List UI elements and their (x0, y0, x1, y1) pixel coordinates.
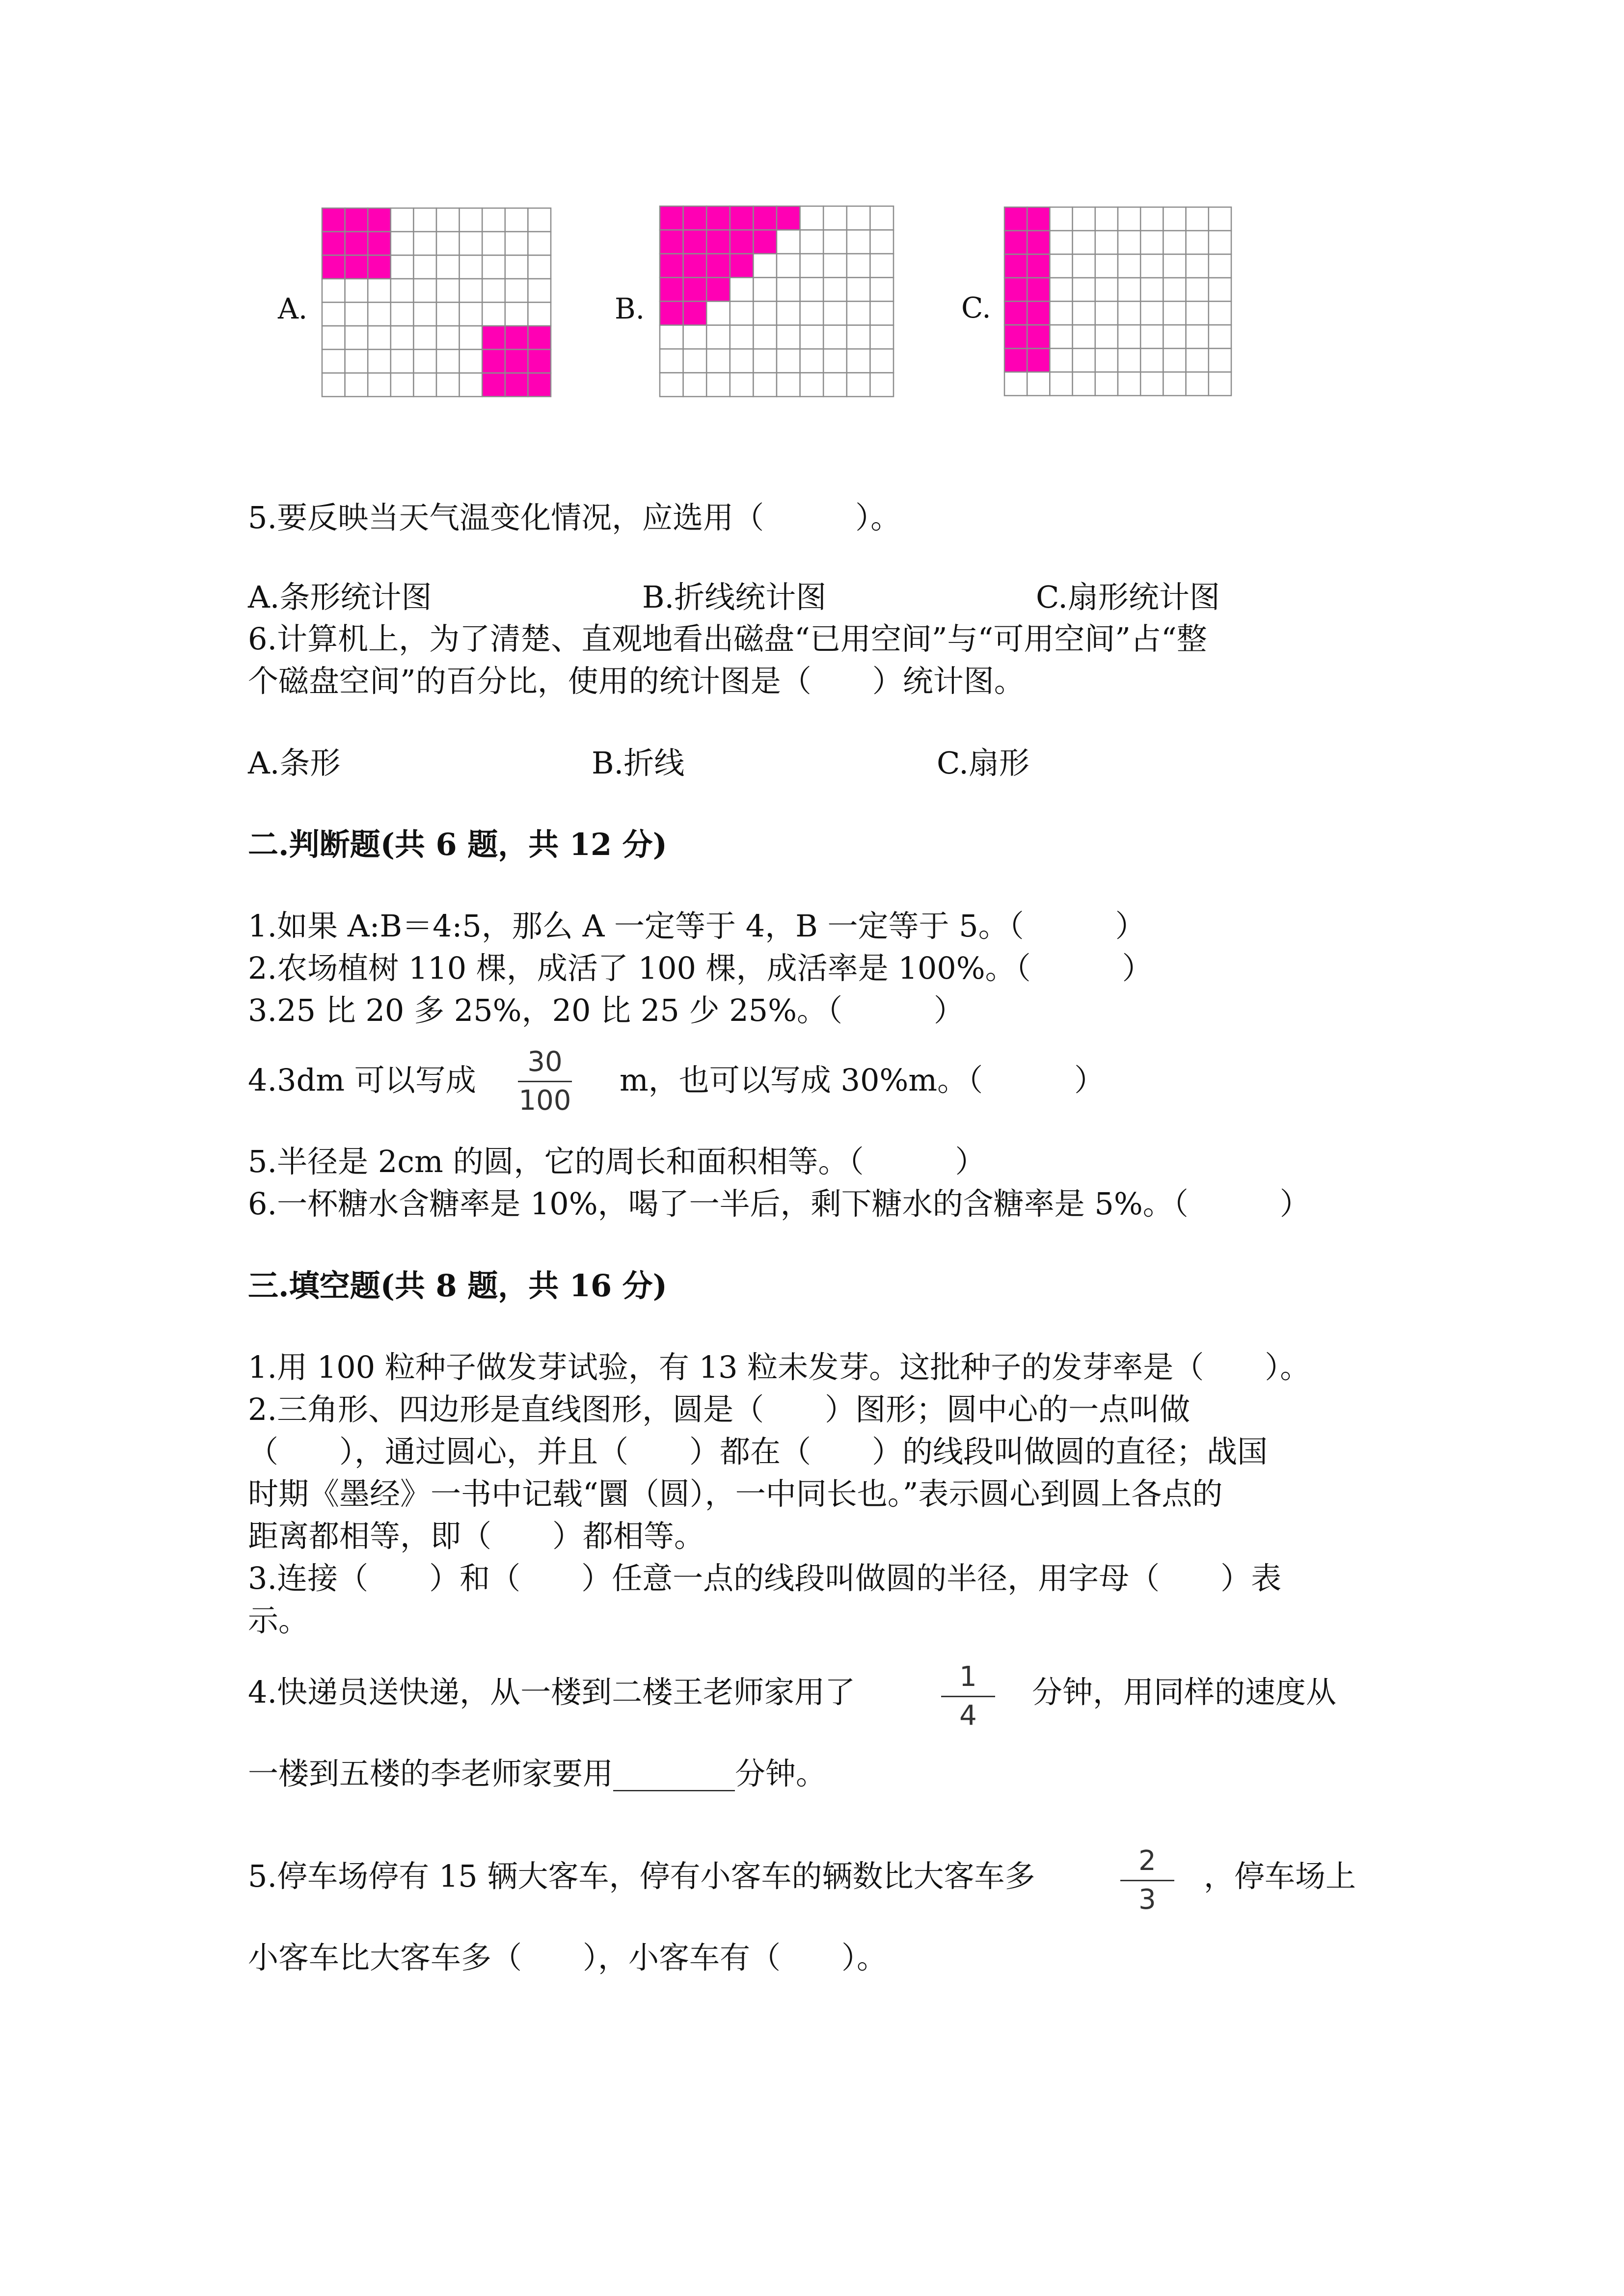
question-6-line-2: 个磁盘空间”的百分比，使用的统计图是（ ）统计图。 (248, 663, 1025, 699)
grid-cell (1209, 301, 1231, 325)
grid-cell (870, 301, 893, 325)
grid-cell (1209, 348, 1231, 372)
grid-figure-c (1003, 206, 1232, 397)
grid-cell (505, 326, 528, 349)
grid-cell (391, 208, 414, 232)
grid-cell (1050, 325, 1072, 348)
fill-5-before: 5.停车场停有 15 辆大客车，停有小客车的辆数比大客车多 (248, 1858, 1035, 1894)
grid-cell (706, 349, 730, 373)
grid-cell (660, 206, 683, 230)
grid-cell (322, 255, 345, 279)
grid-cell (1050, 372, 1072, 396)
grid-cell (528, 208, 551, 232)
grid-cell (1004, 278, 1027, 301)
grid-cell (1209, 231, 1231, 254)
grid-cell (1118, 207, 1140, 231)
section-2-title: 二.判断题(共 6 题，共 12 分) (248, 827, 668, 862)
grid-cell (1163, 301, 1186, 325)
grid-cell (528, 349, 551, 373)
grid-cell (505, 232, 528, 255)
grid-cell (1095, 254, 1118, 278)
grid-cell (777, 206, 800, 230)
grid-cell (482, 208, 505, 232)
grid-cell (1186, 325, 1209, 348)
grid-cell (1027, 278, 1050, 301)
grid-cell (345, 208, 368, 232)
grid-cell (753, 254, 777, 278)
grid-cell (1073, 372, 1095, 396)
grid-cell (777, 325, 800, 349)
fraction-bar (518, 1081, 572, 1082)
grid-cell (1095, 207, 1118, 231)
grid-cell (1163, 372, 1186, 396)
grid-cell (683, 254, 707, 278)
grid-cell (345, 349, 368, 373)
grid-cell (322, 349, 345, 373)
grid-cell (368, 302, 391, 326)
grid-cell (1073, 301, 1095, 325)
fill-4-before: 4.快递员送快递，从一楼到二楼王老师家用了 (248, 1674, 856, 1710)
grid-cell (777, 349, 800, 373)
grid-cell (1118, 301, 1140, 325)
grid-cell (436, 208, 460, 232)
grid-cell (1004, 254, 1027, 278)
section-3-title: 三.填空题(共 8 题，共 16 分) (248, 1268, 668, 1304)
grid-cell (730, 301, 754, 325)
grid-cell (870, 349, 893, 373)
grid-cell (1095, 278, 1118, 301)
grid-cell (730, 206, 754, 230)
grid-cell (1050, 301, 1072, 325)
figure-c-label: C. (961, 291, 991, 324)
grid-cell (482, 255, 505, 279)
grid-cell (1140, 301, 1163, 325)
grid-cell (706, 373, 730, 397)
grid-cell (528, 373, 551, 397)
grid-cell (1186, 207, 1209, 231)
grid-cell (413, 255, 436, 279)
judge-4-after: m，也可以写成 30%m。（ ） (620, 1062, 1105, 1098)
grid-cell (1140, 207, 1163, 231)
q6-option-c: C.扇形 (937, 745, 1029, 781)
grid-figure-a (321, 207, 552, 398)
grid-cell (800, 373, 824, 397)
grid-cell (460, 349, 483, 373)
grid-cell (800, 254, 824, 278)
q5-option-b: B.折线统计图 (642, 579, 827, 615)
judge-6: 6.一杯糖水含糖率是 10%，喝了一半后，剩下糖水的含糖率是 5%。（ ） (248, 1186, 1310, 1222)
grid-cell (730, 349, 754, 373)
fill-5-line-2: 小客车比大客车多（ ），小客车有（ ）。 (248, 1940, 888, 1976)
grid-cell (683, 206, 707, 230)
grid-cell (660, 349, 683, 373)
grid-cell (800, 325, 824, 349)
grid-cell (413, 326, 436, 349)
grid-cell (1209, 254, 1231, 278)
fraction-denominator: 3 (1138, 1884, 1156, 1916)
grid-cell (683, 301, 707, 325)
grid-cell (706, 230, 730, 254)
grid-cell (660, 254, 683, 278)
grid-cell (823, 349, 847, 373)
grid-cell (730, 278, 754, 302)
grid-cell (870, 254, 893, 278)
fill-2-line-2: （ ），通过圆心，并且（ ）都在（ ）的线段叫做圆的直径；战国 (248, 1434, 1268, 1469)
q6-option-b: B.折线 (592, 745, 685, 781)
grid-cell (1140, 231, 1163, 254)
grid-figure-b (659, 205, 894, 398)
grid-cell (1118, 278, 1140, 301)
grid-cell (1004, 231, 1027, 254)
grid-cell (322, 302, 345, 326)
grid-cell (1163, 325, 1186, 348)
grid-cell (1073, 231, 1095, 254)
figure-a-label: A. (278, 292, 308, 325)
grid-cell (1209, 278, 1231, 301)
q6-option-a: A.条形 (248, 745, 341, 781)
grid-cell (322, 232, 345, 255)
grid-cell (436, 373, 460, 397)
grid-cell (870, 230, 893, 254)
grid-cell (1186, 278, 1209, 301)
grid-cell (753, 373, 777, 397)
grid-cell (1073, 325, 1095, 348)
grid-cell (800, 349, 824, 373)
fraction-numerator: 30 (527, 1046, 563, 1078)
grid-cell (777, 278, 800, 302)
grid-cell (1050, 278, 1072, 301)
grid-cell (413, 302, 436, 326)
grid-cell (706, 325, 730, 349)
grid-cell (1027, 207, 1050, 231)
grid-cell (482, 373, 505, 397)
grid-cell (1004, 372, 1027, 396)
grid-cell (1050, 254, 1072, 278)
grid-cell (322, 208, 345, 232)
grid-cell (528, 255, 551, 279)
grid-cell (482, 302, 505, 326)
grid-cell (1163, 231, 1186, 254)
grid-cell (1073, 348, 1095, 372)
grid-cell (1186, 348, 1209, 372)
grid-cell (683, 325, 707, 349)
grid-cell (1004, 325, 1027, 348)
grid-cell (1118, 231, 1140, 254)
grid-cell (753, 301, 777, 325)
fraction-denominator: 100 (518, 1085, 571, 1117)
grid-cell (505, 279, 528, 302)
grid-cell (1118, 325, 1140, 348)
fraction-bar (941, 1696, 995, 1697)
fill-2-line-1: 2.三角形、四边形是直线图形，圆是（ ）图形；圆中心的一点叫做 (248, 1391, 1191, 1427)
grid-cell (1027, 301, 1050, 325)
fill-4-fraction (941, 1663, 995, 1730)
grid-cell (823, 373, 847, 397)
grid-cell (1163, 278, 1186, 301)
grid-cell (1095, 231, 1118, 254)
grid-cell (1004, 301, 1027, 325)
fill-4-after: 分钟，用同样的速度从 (1032, 1674, 1337, 1710)
grid-cell (730, 373, 754, 397)
judge-2: 2.农场植树 110 棵，成活了 100 棵，成活率是 100%。（ ） (248, 950, 1153, 986)
grid-cell (368, 349, 391, 373)
grid-cell (322, 326, 345, 349)
grid-cell (777, 230, 800, 254)
grid-cell (391, 232, 414, 255)
grid-cell (660, 373, 683, 397)
grid-cell (413, 208, 436, 232)
grid-cell (1163, 207, 1186, 231)
fill-2-line-4: 距离都相等，即（ ）都相等。 (248, 1518, 705, 1554)
grid-cell (823, 301, 847, 325)
grid-cell (436, 326, 460, 349)
grid-cell (460, 326, 483, 349)
grid-cell (706, 301, 730, 325)
grid-cell (823, 230, 847, 254)
grid-cell (777, 301, 800, 325)
grid-cell (505, 373, 528, 397)
fraction-bar (1120, 1880, 1174, 1881)
grid-cell (460, 255, 483, 279)
grid-cell (777, 373, 800, 397)
grid-cell (730, 325, 754, 349)
grid-cell (391, 373, 414, 397)
grid-cell (660, 230, 683, 254)
grid-cell (1140, 325, 1163, 348)
grid-cell (1186, 254, 1209, 278)
grid-cell (436, 349, 460, 373)
grid-cell (823, 325, 847, 349)
grid-cell (823, 278, 847, 302)
grid-cell (391, 302, 414, 326)
grid-cell (482, 326, 505, 349)
fill-1: 1.用 100 粒种子做发芽试验，有 13 粒未发芽。这批种子的发芽率是（ ）。 (248, 1349, 1311, 1385)
grid-cell (1209, 207, 1231, 231)
grid-cell (753, 349, 777, 373)
grid-cell (345, 232, 368, 255)
grid-cell (847, 254, 870, 278)
grid-cell (345, 302, 368, 326)
grid-cell (413, 373, 436, 397)
fill-3-line-2: 示。 (248, 1602, 309, 1638)
grid-cell (1140, 348, 1163, 372)
grid-cell (1095, 348, 1118, 372)
grid-cell (800, 230, 824, 254)
grid-cell (1004, 348, 1027, 372)
grid-cell (368, 373, 391, 397)
grid-cell (730, 230, 754, 254)
q5-option-c: C.扇形统计图 (1036, 579, 1220, 615)
grid-cell (436, 232, 460, 255)
q5-option-a: A.条形统计图 (248, 579, 432, 615)
grid-cell (706, 278, 730, 302)
grid-cell (413, 232, 436, 255)
grid-cell (1073, 278, 1095, 301)
grid-cell (847, 206, 870, 230)
grid-cell (1140, 254, 1163, 278)
grid-cell (1186, 372, 1209, 396)
grid-cell (730, 254, 754, 278)
grid-cell (413, 279, 436, 302)
grid-cell (391, 255, 414, 279)
grid-cell (368, 255, 391, 279)
grid-cell (436, 279, 460, 302)
grid-cell (1140, 372, 1163, 396)
grid-cell (753, 206, 777, 230)
grid-cell (391, 349, 414, 373)
grid-cell (368, 279, 391, 302)
grid-cell (1186, 301, 1209, 325)
grid-cell (1004, 207, 1027, 231)
judge-1: 1.如果 A:B＝4:5，那么 A 一定等于 4，B 一定等于 5。（ ） (248, 908, 1146, 944)
grid-cell (391, 326, 414, 349)
grid-cell (777, 254, 800, 278)
grid-cell (1050, 348, 1072, 372)
grid-cell (413, 349, 436, 373)
grid-cell (870, 325, 893, 349)
fraction-numerator: 1 (959, 1661, 977, 1693)
grid-cell (1095, 301, 1118, 325)
grid-cell (460, 373, 483, 397)
grid-cell (706, 206, 730, 230)
grid-cell (482, 349, 505, 373)
grid-cell (823, 206, 847, 230)
grid-cell (660, 325, 683, 349)
grid-cell (1027, 348, 1050, 372)
grid-cell (505, 255, 528, 279)
grid-cell (368, 326, 391, 349)
grid-cell (528, 279, 551, 302)
grid-cell (1163, 254, 1186, 278)
grid-cell (436, 302, 460, 326)
grid-cell (660, 301, 683, 325)
grid-cell (706, 254, 730, 278)
judge-5: 5.半径是 2cm 的圆，它的周长和面积相等。（ ） (248, 1144, 986, 1179)
grid-cell (847, 325, 870, 349)
grid-cell (1050, 231, 1072, 254)
grid-cell (1027, 231, 1050, 254)
grid-cell (1118, 254, 1140, 278)
grid-cell (683, 230, 707, 254)
grid-cell (870, 278, 893, 302)
grid-cell (1186, 231, 1209, 254)
grid-cell (847, 373, 870, 397)
grid-cell (870, 206, 893, 230)
question-6-line-1: 6.计算机上，为了清楚、直观地看出磁盘“已用空间”与“可用空间”占“整 (248, 621, 1207, 657)
grid-cell (1027, 372, 1050, 396)
grid-cell (1027, 254, 1050, 278)
grid-cell (823, 254, 847, 278)
grid-cell (460, 208, 483, 232)
grid-cell (482, 232, 505, 255)
grid-cell (1027, 325, 1050, 348)
grid-cell (345, 373, 368, 397)
grid-cell (753, 325, 777, 349)
grid-cell (753, 230, 777, 254)
grid-cell (460, 302, 483, 326)
grid-cell (683, 349, 707, 373)
fraction-numerator: 2 (1138, 1845, 1156, 1877)
grid-cell (1073, 207, 1095, 231)
grid-cell (870, 373, 893, 397)
grid-cell (505, 208, 528, 232)
grid-cell (368, 232, 391, 255)
grid-cell (368, 208, 391, 232)
grid-cell (847, 278, 870, 302)
grid-cell (800, 278, 824, 302)
grid-cell (391, 279, 414, 302)
judge-3: 3.25 比 20 多 25%，20 比 25 少 25%。（ ） (248, 992, 964, 1028)
grid-cell (1209, 325, 1231, 348)
grid-cell (505, 302, 528, 326)
grid-cell (436, 255, 460, 279)
grid-cell (345, 255, 368, 279)
grid-cell (1118, 348, 1140, 372)
fill-5-fraction (1120, 1847, 1174, 1914)
grid-cell (460, 279, 483, 302)
grid-cell (1118, 372, 1140, 396)
grid-cell (528, 232, 551, 255)
grid-cell (847, 230, 870, 254)
grid-cell (800, 206, 824, 230)
fraction-denominator: 4 (959, 1700, 977, 1732)
grid-cell (683, 373, 707, 397)
grid-cell (1140, 278, 1163, 301)
grid-cell (528, 302, 551, 326)
fill-2-line-3: 时期《墨经》一书中记载“圜（圆），一中同长也。”表示圆心到圆上各点的 (248, 1476, 1223, 1512)
grid-cell (460, 232, 483, 255)
grid-cell (1095, 325, 1118, 348)
grid-cell (322, 373, 345, 397)
grid-cell (847, 301, 870, 325)
grid-cell (345, 326, 368, 349)
grid-cell (482, 279, 505, 302)
grid-cell (1095, 372, 1118, 396)
grid-cell (683, 278, 707, 302)
grid-cell (505, 349, 528, 373)
grid-cell (1050, 207, 1072, 231)
grid-cell (800, 301, 824, 325)
grid-cell (847, 349, 870, 373)
judge-4-fraction (518, 1048, 572, 1115)
fill-5-after: ，停车场上 (1204, 1858, 1356, 1894)
grid-cell (1163, 348, 1186, 372)
grid-cell (753, 278, 777, 302)
figure-b-label: B. (615, 292, 645, 325)
grid-cell (322, 279, 345, 302)
grid-cell (660, 278, 683, 302)
grid-cell (1073, 254, 1095, 278)
grid-cell (1209, 372, 1231, 396)
grid-cell (345, 279, 368, 302)
judge-4-before: 4.3dm 可以写成 (248, 1062, 476, 1098)
grid-cell (528, 326, 551, 349)
fill-4-line-2: 一楼到五楼的李老师家要用________分钟。 (248, 1756, 827, 1791)
question-5: 5.要反映当天气温变化情况，应选用（ ）。 (248, 500, 901, 535)
fill-3-line-1: 3.连接（ ）和（ ）任意一点的线段叫做圆的半径，用字母（ ）表 (248, 1560, 1282, 1596)
